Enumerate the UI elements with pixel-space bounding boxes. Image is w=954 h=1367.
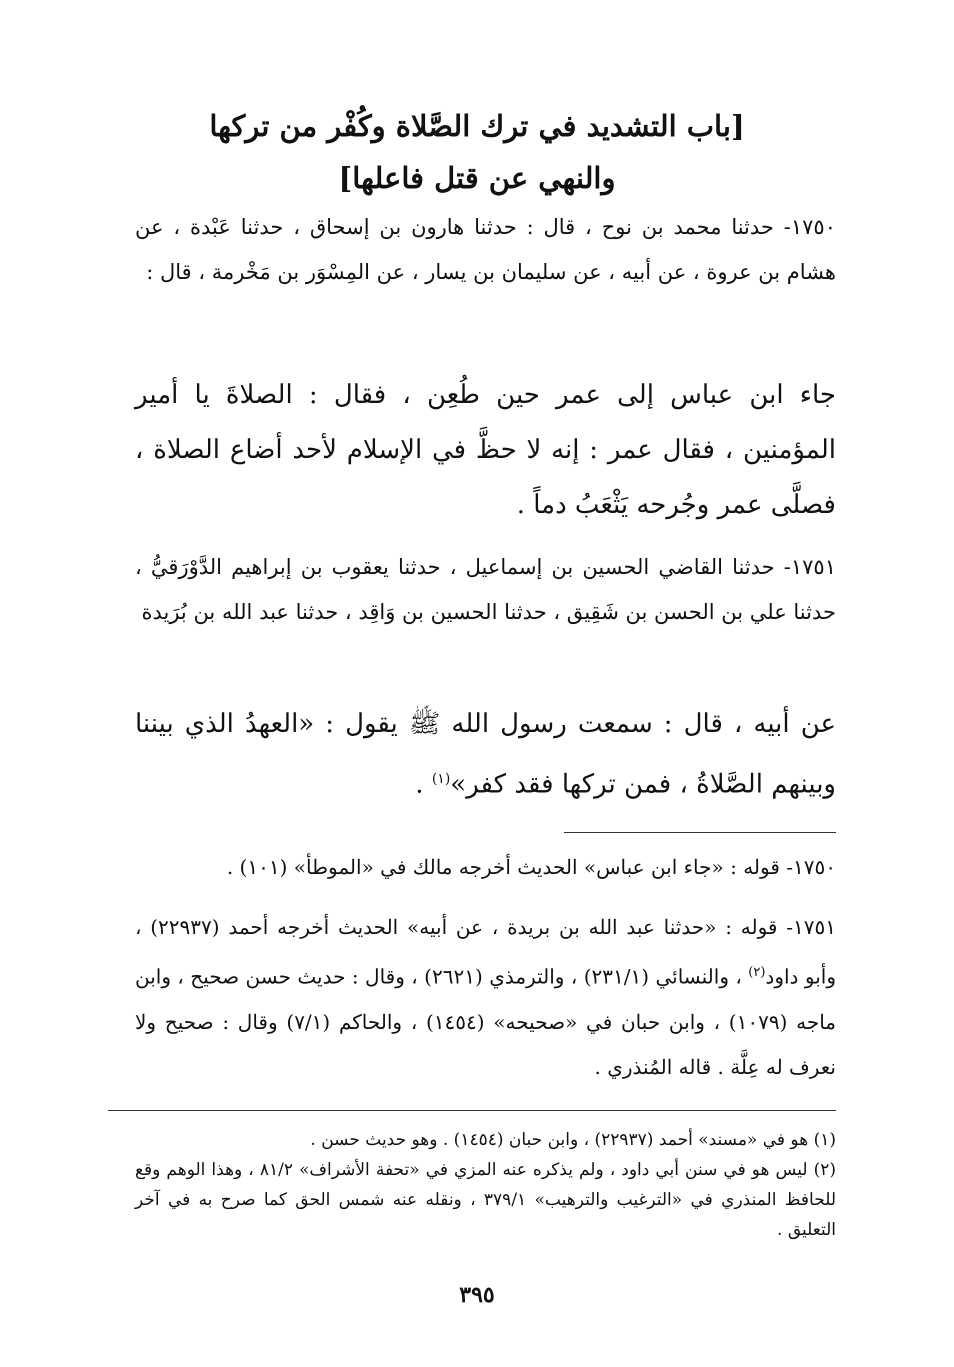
commentary-1751-part-2: ، والنسائي (٢٣١/١) ، والترمذي (٢٦٢١) ، وقال : حديث حسن صحيح ، وابن ماجه (١٠٧٩) ، وابن حبان في «صحيحه» (١٤٥٤) ، والحاكم (٧/١) وقال : صحيح ولا نعرف له عِلَّة . قاله المُنذري . bbox=[135, 964, 837, 1079]
footnote-1: (١) هو في «مسند» أحمد (٢٢٩٣٧) ، وابن حبان (١٤٥٤) . وهو حديث حسن . bbox=[310, 1130, 836, 1150]
footnote-2: (٢) ليس هو في سنن أبي داود ، ولم يذكره عنه المزي في «تحفة الأشراف» ٨١/٢ ، وهذا الوهم وقع للحافظ المنذري في «الترغيب والترهيب» ٣٧٩/١ ، ونقله عنه شمس الحق كما صرح به في آخر التعليق . bbox=[135, 1160, 836, 1240]
footnote-separator bbox=[108, 1110, 836, 1111]
footnotes bbox=[135, 1125, 836, 1245]
hadith-1750-text: جاء ابن عباس إلى عمر حين طُعِن ، فقال : الصلاةَ يا أمير المؤمنين ، فقال عمر : إنه لا حظَّ في الإسلام لأحد أضاع الصلاة ، فصلَّى عمر وجُرحه يَثْعَبُ دماً . bbox=[135, 380, 836, 520]
commentary-1751-part-1: ١٧٥١- قوله : «حدثنا عبد الله بن بريدة ، عن أبيه» الحديث أخرجه أحمد (٢٢٩٣٧) ، وأبو داود bbox=[135, 915, 836, 989]
commentary-1750: ١٧٥٠- قوله : «جاء ابن عباس» الحديث أخرجه مالك في «الموطأ» (١٠١) . bbox=[226, 855, 836, 879]
chapter-title-line-1: [باب التشديد في ترك الصَّلاة وكُفْر من تركها bbox=[209, 109, 745, 143]
hadith-1751-text-quote: يقول : «العهدُ الذي بيننا وبينهم الصَّلاةُ ، فمن تركها فقد كفر» bbox=[135, 709, 836, 800]
salawat-honorific: ﷺ bbox=[408, 709, 441, 739]
footnote-ref-1: (١) bbox=[431, 771, 451, 787]
commentary-separator bbox=[564, 832, 836, 833]
chapter-title-line-2: والنهي عن قتل فاعلها] bbox=[338, 161, 616, 195]
hadith-1751-text-start: عن أبيه ، قال : سمعت رسول الله bbox=[451, 709, 837, 739]
hadith-1751-chain: ١٧٥١- حدثنا القاضي الحسين بن إسماعيل ، حدثنا يعقوب بن إبراهيم الدَّوْرَقيُّ ، حدثنا علي بن الحسن بن شَقِيق ، حدثنا الحسين بن وَاقِد ، حدثنا عبد الله بن بُرَيدة bbox=[135, 555, 836, 624]
hadith-1751-text bbox=[135, 697, 836, 813]
hadith-1750-chain: ١٧٥٠- حدثنا محمد بن نوح ، قال : حدثنا هارون بن إسحاق ، حدثنا عَبْدة ، عن هشام بن عروة ، عن أبيه ، عن سليمان بن يسار ، عن المِسْوَر بن مَخْرمة ، قال : bbox=[135, 215, 836, 284]
commentary-1751 bbox=[135, 905, 836, 1090]
hadith-1751-text-end: . bbox=[415, 769, 432, 800]
chapter-title bbox=[120, 100, 834, 204]
footnote-ref-2: (٢) bbox=[748, 965, 766, 980]
page-number: ٣٩٥ bbox=[459, 1282, 495, 1308]
